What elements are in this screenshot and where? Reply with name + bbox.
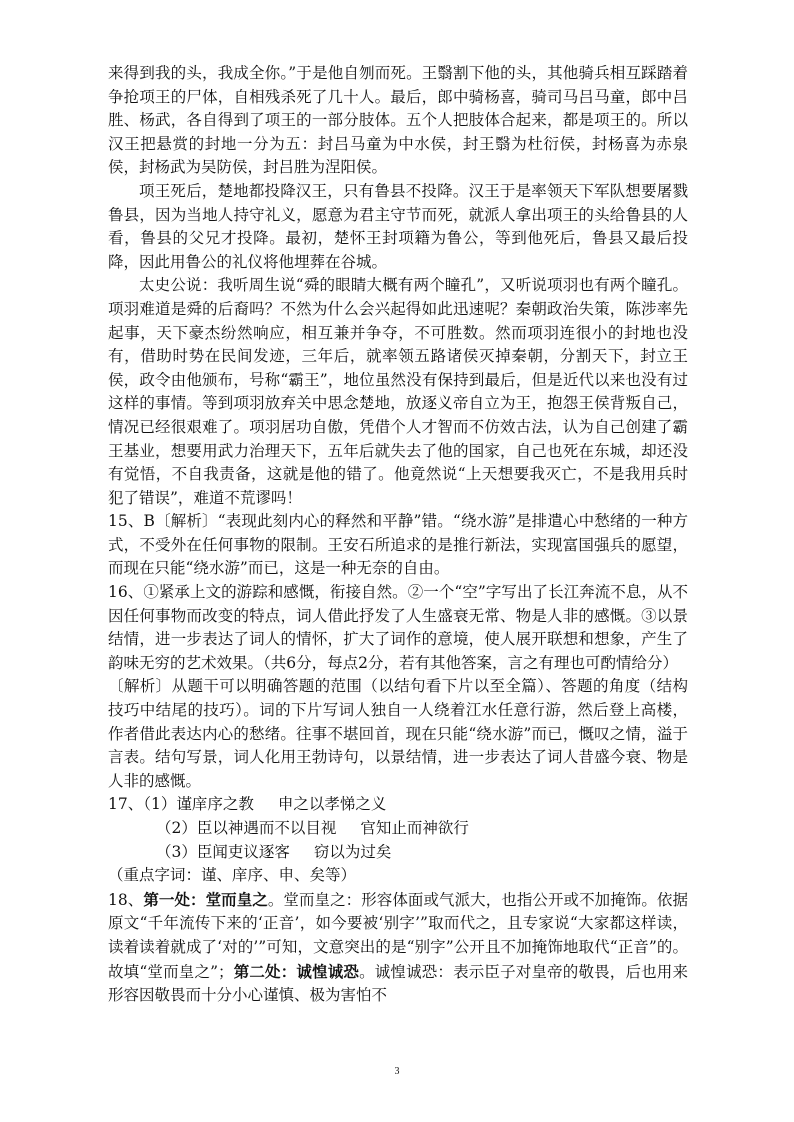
- answer-15: 15、B〔解析〕“表现此刻内心的释然和平静”错。“绕水游”是排遣心中愁绪的一种方式，不受外在任何事物的限制。王安石所追求的是推行新法，实现富国强兵的愿望，而现在只能“绕水游”而已，这是一种无奈的自由。: [108, 512, 688, 578]
- answer-17-line-3: [108, 841, 688, 865]
- answer-17-1b: 申之以孝悌之义: [277, 795, 387, 814]
- paragraph-translation-2: 项王死后，楚地都投降汉王，只有鲁县不投降。汉王于是率领天下军队想要屠戮鲁县，因为当地人持守礼义，愿意为君主守节而死，就派人拿出项王的头给鲁县的人看，鲁县的父兄才投降。最初，楚怀王封项籍为鲁公，等到他死后，鲁县又最后投降，因此用鲁公的礼仪将他埋葬在谷城。: [108, 181, 688, 271]
- answer-17-3a: （3）臣闻吏议逐客: [156, 842, 290, 861]
- page-number: 3: [394, 1066, 400, 1077]
- paragraph-translation-3: 太史公说：我听周生说“舜的眼睛大概有两个瞳孔”，又听说项羽也有两个瞳孔。项羽难道是舜的后裔吗？不然为什么会兴起得如此迅速呢？秦朝政治失策，陈涉率先起事，天下豪杰纷然响应，相互兼并争夺，不可胜数。然而项羽连很小的封地也没有，借助时势在民间发迹，三年后，就率领五路诸侯灭掉秦朝，分割天下，封立王侯，政令由他颁布，号称“霸王”，地位虽然没有保持到最后，但是近代以来也没有过这样的事情。等到项羽放弃关中思念楚地，放逐义帝自立为王，抱怨王侯背叛自己，情况已经很艰难了。项羽居功自傲，凭借个人才智而不仿效古法，认为自己创建了霸王基业，想要用武力治理天下，五年后就失去了他的国家，自己也死在东城，却还没有觉悟，不自我责备，这就是他的错了。他竟然说“上天想要我灭亡，不是我用兵时犯了错误”，难道不荒谬吗！: [108, 276, 688, 507]
- answer-18-second-explanation: 。诚惶诚恐：表示臣子对皇帝的敬畏，后也用来形容因敬畏而十分小心谨慎、极为害怕不: [108, 962, 688, 1005]
- answer-18-first-blank: 第一处：堂而皇之: [143, 889, 268, 909]
- answer-18-number: 18、: [108, 890, 144, 909]
- answer-17-line-1: [108, 793, 688, 817]
- answer-16-analysis: 〔解析〕从题干可以明确答题的范围（以结句看下片以至全篇）、答题的角度（结构技巧中结尾的技巧）。词的下片写词人独自一人绕着江水任意行游，然后登上高楼，作者借此表达内心的愁绪。往事不堪回首，现在只能“绕水游”而已，慨叹之情，溢于言表。结句写景，词人化用王勃诗句，以景结情，进一步表达了词人昔盛今衰、物是人非的感慨。: [108, 677, 688, 790]
- answer-17-line-2: [108, 817, 688, 841]
- answer-17-1a: 17、（1）谨庠序之教: [108, 795, 254, 814]
- answer-17-2a: （2）臣以神遇而不以目视: [156, 819, 337, 837]
- answer-17-note: （重点字词：谨、庠序、申、矣等）: [108, 866, 357, 885]
- answer-18-first-explanation: 。堂而皇之：形容体面或气派大，也指公开或不加掩饰。依据原文“千年流传下来的‘正音’，如今要被‘别字’”取而代之，且专家说“大家都这样读，读着读着就成了‘对的’”可知，文意突出的是“别字”公开且不加掩饰地取代“正音”的。故填“堂而皇之”；: [108, 890, 688, 981]
- answer-16: 16、①紧承上文的游踪和感慨，衔接自然。②一个“空”字写出了长江奔流不息，从不因任何事物而改变的特点，词人借此抒发了人生盛衰无常、物是人非的感慨。③以景结情，进一步表达了词人的情怀，扩大了词作的意境，使人展开联想和想象，产生了韵味无穷的艺术效果。（共6分，每点2分，若有其他答案，言之有理也可酌情给分）: [108, 583, 688, 672]
- answer-18: [108, 888, 688, 1008]
- answer-17-2b: 官知止而神欲行: [360, 819, 469, 837]
- answer-17-3b: 窃以为过矣: [313, 842, 392, 861]
- document-page: [108, 62, 688, 1042]
- answer-18-second-blank: 第二处：诚惶诚恐: [233, 961, 360, 981]
- paragraph-translation-1: 来得到我的头，我成全你。”于是他自刎而死。王翳割下他的头，其他骑兵相互踩踏着争抢项王的尸体，自相残杀死了几十人。最后，郎中骑杨喜，骑司马吕马童，郎中吕胜、杨武，各自得到了项王的一部分肢体。五个人把肢体合起来，都是项王的。所以汉王把悬赏的封地一分为五：封吕马童为中水侯，封王翳为杜衍侯，封杨喜为赤泉侯，封杨武为吴防侯，封吕胜为涅阳侯。: [108, 64, 688, 177]
